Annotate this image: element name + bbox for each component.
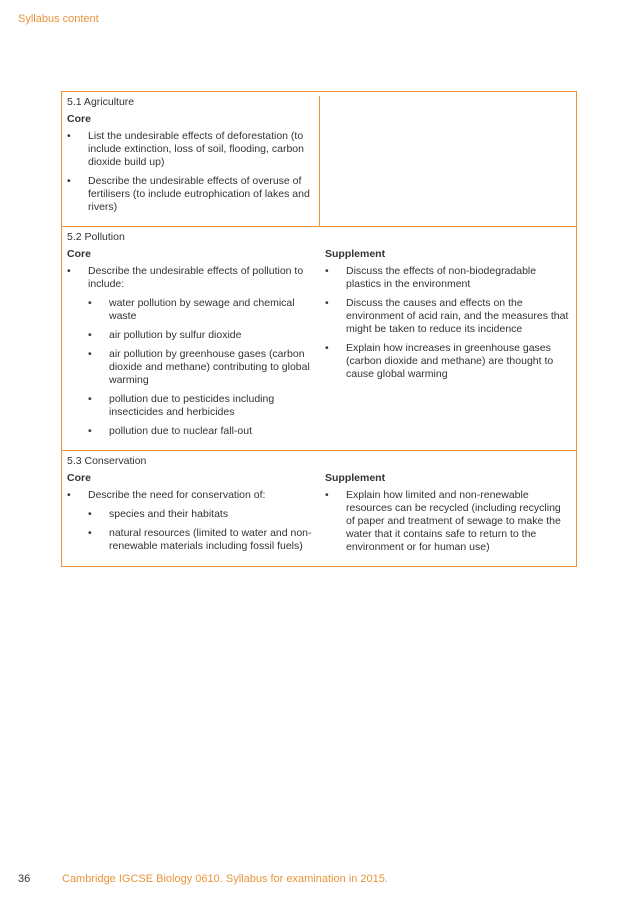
bullet-icon: • xyxy=(88,329,92,341)
supplement-column xyxy=(319,472,571,560)
bullet-icon: • xyxy=(88,425,92,437)
list-item xyxy=(325,489,571,554)
core-list xyxy=(67,130,313,214)
core-heading: Core xyxy=(67,248,91,260)
section-title: 5.3 Conservation xyxy=(67,455,147,467)
supplement-heading: Supplement xyxy=(325,472,386,484)
list-item-text: pollution due to nuclear fall-out xyxy=(109,425,253,437)
list-item xyxy=(88,508,313,521)
core-column xyxy=(67,113,319,220)
list-item-text: Explain how increases in greenhouse gases (carbon dioxide and methane) are thought to cause global warming xyxy=(346,342,554,380)
list-item-text: water pollution by sewage and chemical waste xyxy=(109,297,295,322)
list-item xyxy=(325,342,571,381)
section-agriculture xyxy=(62,92,576,226)
core-list xyxy=(67,489,313,502)
column-divider xyxy=(319,96,320,226)
list-item-text: Explain how limited and non-renewable resources can be recycled (including recycling of paper and treatment of sewage to make the water that it contains safe to return to the environment or for human use) xyxy=(346,489,561,553)
bullet-icon: • xyxy=(88,527,92,539)
core-sublist xyxy=(67,508,313,553)
list-item-text: pollution due to pesticides including insecticides and herbicides xyxy=(109,393,275,418)
list-item xyxy=(325,265,571,291)
header-label: Syllabus content xyxy=(18,13,99,25)
supplement-column xyxy=(319,113,571,220)
bullet-icon: • xyxy=(67,175,71,187)
section-columns xyxy=(67,113,571,220)
supplement-column xyxy=(319,248,571,444)
page-number: 36 xyxy=(18,873,31,885)
list-item xyxy=(67,130,313,169)
list-item-text: air pollution by sulfur dioxide xyxy=(109,329,242,341)
syllabus-table xyxy=(61,91,577,567)
bullet-icon: • xyxy=(325,265,329,277)
list-item-text: Describe the undesirable effects of overuse of fertilisers (to include eutrophication of lakes and rivers) xyxy=(88,175,310,213)
list-item xyxy=(88,297,313,323)
core-column xyxy=(67,472,319,560)
bullet-icon: • xyxy=(67,489,71,501)
bullet-icon: • xyxy=(325,297,329,309)
list-item-text: species and their habitats xyxy=(109,508,229,520)
supplement-heading: Supplement xyxy=(325,248,386,260)
core-heading: Core xyxy=(67,113,91,125)
list-item xyxy=(88,425,313,438)
list-item xyxy=(88,329,313,342)
list-item-text: List the undesirable effects of deforestation (to include extinction, loss of soil, flooding, carbon dioxide build up) xyxy=(88,130,304,168)
list-item xyxy=(325,297,571,336)
list-item xyxy=(67,175,313,214)
section-pollution xyxy=(62,226,576,450)
list-item-text: Discuss the effects of non-biodegradable plastics in the environment xyxy=(346,265,537,290)
supplement-list xyxy=(325,265,571,381)
core-heading: Core xyxy=(67,472,91,484)
bullet-icon: • xyxy=(67,265,71,277)
list-item-text: Describe the need for conservation of: xyxy=(88,489,266,501)
list-item-text: Describe the undesirable effects of pollution to include: xyxy=(88,265,304,290)
bullet-icon: • xyxy=(88,393,92,405)
bullet-icon: • xyxy=(88,348,92,360)
supplement-list xyxy=(325,489,571,554)
list-item xyxy=(88,393,313,419)
list-item-text: air pollution by greenhouse gases (carbon dioxide and methane) contributing to global warming xyxy=(109,348,310,386)
section-columns xyxy=(67,248,571,444)
list-item-text: natural resources (limited to water and non-renewable materials including fossil fuels) xyxy=(109,527,312,552)
section-title: 5.1 Agriculture xyxy=(67,96,135,108)
core-sublist xyxy=(67,297,313,438)
bullet-icon: • xyxy=(325,342,329,354)
list-item xyxy=(88,348,313,387)
bullet-icon: • xyxy=(67,130,71,142)
bullet-icon: • xyxy=(88,508,92,520)
bullet-icon: • xyxy=(325,489,329,501)
bullet-icon: • xyxy=(88,297,92,309)
list-item xyxy=(67,489,313,502)
list-item xyxy=(67,265,313,291)
section-columns xyxy=(67,472,571,560)
list-item xyxy=(88,527,313,553)
core-column xyxy=(67,248,319,444)
core-list xyxy=(67,265,313,291)
section-title: 5.2 Pollution xyxy=(67,231,125,243)
section-conservation xyxy=(62,450,576,566)
footer-text: Cambridge IGCSE Biology 0610. Syllabus for examination in 2015. xyxy=(62,873,388,885)
list-item-text: Discuss the causes and effects on the environment of acid rain, and the measures that might be taken to reduce its incidence xyxy=(346,297,569,335)
